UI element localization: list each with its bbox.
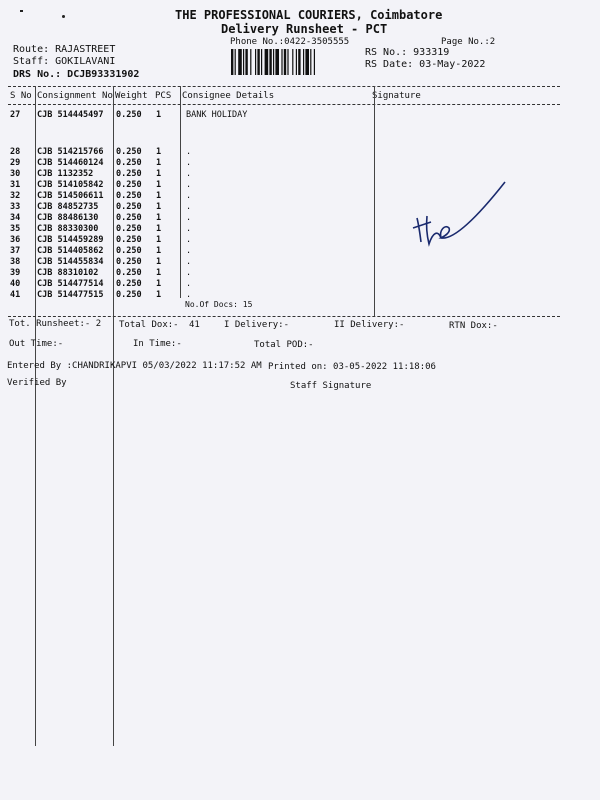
speck (62, 15, 65, 18)
cell-consignment: CJB 514506611 (37, 191, 104, 201)
cell-sno: 28 (10, 147, 21, 157)
barcode-bar (284, 49, 286, 75)
table-row (0, 158, 560, 169)
col-header-signature: Signature (372, 91, 421, 101)
barcode-bar (231, 49, 233, 75)
cell-pcs: 1 (156, 158, 162, 168)
handwritten-signature (405, 180, 515, 255)
divider-bottom (8, 316, 560, 317)
cell-consignee: . (186, 169, 192, 179)
cell-weight: 0.250 (116, 235, 142, 245)
cell-sno: 41 (10, 290, 21, 300)
cell-consignee: . (186, 202, 192, 212)
cell-consignment: CJB 1132352 (37, 169, 94, 179)
cell-consignee: . (186, 268, 192, 278)
col-header-sno: S No (10, 91, 32, 101)
barcode-bar (265, 49, 269, 75)
cell-sno: 29 (10, 158, 21, 168)
barcode-bar (296, 49, 297, 75)
route-label: Route: RAJASTREET (13, 44, 116, 55)
cell-sno: 33 (10, 202, 21, 212)
table-row (0, 169, 560, 180)
cell-weight: 0.250 (116, 257, 142, 267)
divider-top (8, 86, 560, 87)
barcode-bar (255, 49, 256, 75)
col-header-consignee: Consignee Details (182, 91, 275, 101)
barcode-bar (273, 49, 274, 75)
table-row (0, 110, 560, 121)
barcode-bar (275, 49, 279, 75)
cell-consignee: . (186, 290, 192, 300)
cell-weight: 0.250 (116, 279, 142, 289)
cell-weight: 0.250 (116, 202, 142, 212)
cell-consignment: CJB 514455834 (37, 257, 104, 267)
table-row (0, 279, 560, 290)
cell-pcs: 1 (156, 246, 162, 256)
cell-consignee: BANK HOLIDAY (186, 110, 248, 120)
drs-number: DRS No.: DCJB93331902 (13, 69, 140, 80)
col-header-weight: Weight (115, 91, 148, 101)
table-row (0, 290, 560, 301)
table-row (0, 147, 560, 158)
cell-consignment: CJB 514445497 (37, 110, 104, 120)
rs-number: RS No.: 933319 (365, 47, 450, 58)
barcode-bar (261, 49, 262, 75)
cell-consignment: CJB 514215766 (37, 147, 104, 157)
total-pod: Total POD:- (254, 340, 314, 350)
cell-sno: 31 (10, 180, 21, 190)
barcode-bar (305, 49, 309, 75)
barcode-bar (281, 49, 282, 75)
runsheet-title: Delivery Runsheet - PCT (221, 22, 388, 36)
cell-sno: 38 (10, 257, 21, 267)
barcode (231, 49, 350, 75)
staff-label: Staff: GOKILAVANI (13, 56, 116, 67)
cell-weight: 0.250 (116, 213, 142, 223)
barcode-bar (250, 49, 251, 75)
cell-consignee: . (186, 180, 192, 190)
total-dox-label: Total Dox:- (119, 320, 179, 330)
cell-sno: 39 (10, 268, 21, 278)
cell-pcs: 1 (156, 224, 162, 234)
cell-consignee: . (186, 191, 192, 201)
cell-consignment: CJB 514405862 (37, 246, 104, 256)
cell-weight: 0.250 (116, 169, 142, 179)
cell-weight: 0.250 (116, 224, 142, 234)
barcode-bar (292, 49, 293, 75)
total-dox-value: 41 (189, 320, 200, 330)
cell-pcs: 1 (156, 290, 162, 300)
cell-consignee: . (186, 213, 192, 223)
cell-consignment: CJB 88486130 (37, 213, 99, 223)
speck (20, 10, 23, 12)
cell-consignee: . (186, 257, 192, 267)
divider-header (8, 104, 560, 105)
cell-consignment: CJB 514477515 (37, 290, 104, 300)
phone-number: Phone No.:0422-3505555 (230, 37, 350, 47)
i-delivery: I Delivery:- (224, 320, 290, 330)
cell-consignee: . (186, 158, 192, 168)
cell-consignment: CJB 88330300 (37, 224, 99, 234)
cell-pcs: 1 (156, 279, 162, 289)
cell-pcs: 1 (156, 147, 162, 157)
ii-delivery: II Delivery:- (334, 320, 405, 330)
in-time: In Time:- (133, 339, 182, 349)
cell-consignment: CJB 84852735 (37, 202, 99, 212)
cell-sno: 32 (10, 191, 21, 201)
cell-weight: 0.250 (116, 158, 142, 168)
cell-consignee: . (186, 147, 192, 157)
col-header-pcs: PCS (155, 91, 172, 101)
cell-sno: 37 (10, 246, 21, 256)
cell-weight: 0.250 (116, 290, 142, 300)
cell-pcs: 1 (156, 213, 162, 223)
barcode-bar (310, 49, 311, 75)
entered-by: Entered By :CHANDRIKAPVI 05/03/2022 11:17:52 AM (7, 361, 262, 371)
cell-consignee: . (186, 235, 192, 245)
barcode-bar (303, 49, 304, 75)
cell-consignment: CJB 514460124 (37, 158, 104, 168)
cell-consignee: . (186, 224, 192, 234)
cell-weight: 0.250 (116, 246, 142, 256)
table-row (0, 268, 560, 279)
company-title: THE PROFESSIONAL COURIERS, Coimbatore (175, 8, 443, 22)
cell-pcs: 1 (156, 191, 162, 201)
cell-pcs: 1 (156, 268, 162, 278)
out-time: Out Time:- (9, 339, 64, 349)
tot-runsheet: Tot. Runsheet:- 2 (9, 319, 102, 329)
cell-consignment: CJB 514105842 (37, 180, 104, 190)
cell-weight: 0.250 (116, 110, 142, 120)
cell-pcs: 1 (156, 235, 162, 245)
table-row (0, 257, 560, 268)
barcode-bar (238, 49, 242, 75)
no-of-docs: No.Of Docs: 15 (185, 300, 253, 309)
cell-sno: 30 (10, 169, 21, 179)
barcode-bar (235, 49, 236, 75)
cell-consignment: CJB 514477514 (37, 279, 104, 289)
cell-weight: 0.250 (116, 191, 142, 201)
barcode-bar (245, 49, 247, 75)
cell-consignee: . (186, 279, 192, 289)
cell-pcs: 1 (156, 169, 162, 179)
cell-consignment: CJB 88310102 (37, 268, 99, 278)
cell-sno: 34 (10, 213, 21, 223)
barcode-bar (298, 49, 300, 75)
cell-pcs: 1 (156, 180, 162, 190)
col-header-consignment: Consignment No (37, 91, 113, 101)
cell-pcs: 1 (156, 110, 162, 120)
barcode-bar (269, 49, 271, 75)
cell-pcs: 1 (156, 202, 162, 212)
staff-signature-label: Staff Signature (290, 381, 372, 391)
cell-weight: 0.250 (116, 147, 142, 157)
cell-consignment: CJB 514459289 (37, 235, 104, 245)
cell-sno: 35 (10, 224, 21, 234)
cell-consignee: . (186, 246, 192, 256)
page-number: Page No.:2 (441, 37, 496, 47)
cell-sno: 27 (10, 110, 21, 120)
barcode-bar (257, 49, 259, 75)
verified-by: Verified By (7, 378, 67, 388)
cell-pcs: 1 (156, 257, 162, 267)
barcode-bar (287, 49, 288, 75)
cell-sno: 36 (10, 235, 21, 245)
cell-weight: 0.250 (116, 268, 142, 278)
cell-sno: 40 (10, 279, 21, 289)
cell-weight: 0.250 (116, 180, 142, 190)
rtn-dox: RTN Dox:- (449, 321, 498, 331)
printed-on: Printed on: 03-05-2022 11:18:06 (268, 362, 436, 372)
rs-date: RS Date: 03-May-2022 (365, 59, 486, 70)
barcode-bar (314, 49, 315, 75)
barcode-bar (243, 49, 244, 75)
